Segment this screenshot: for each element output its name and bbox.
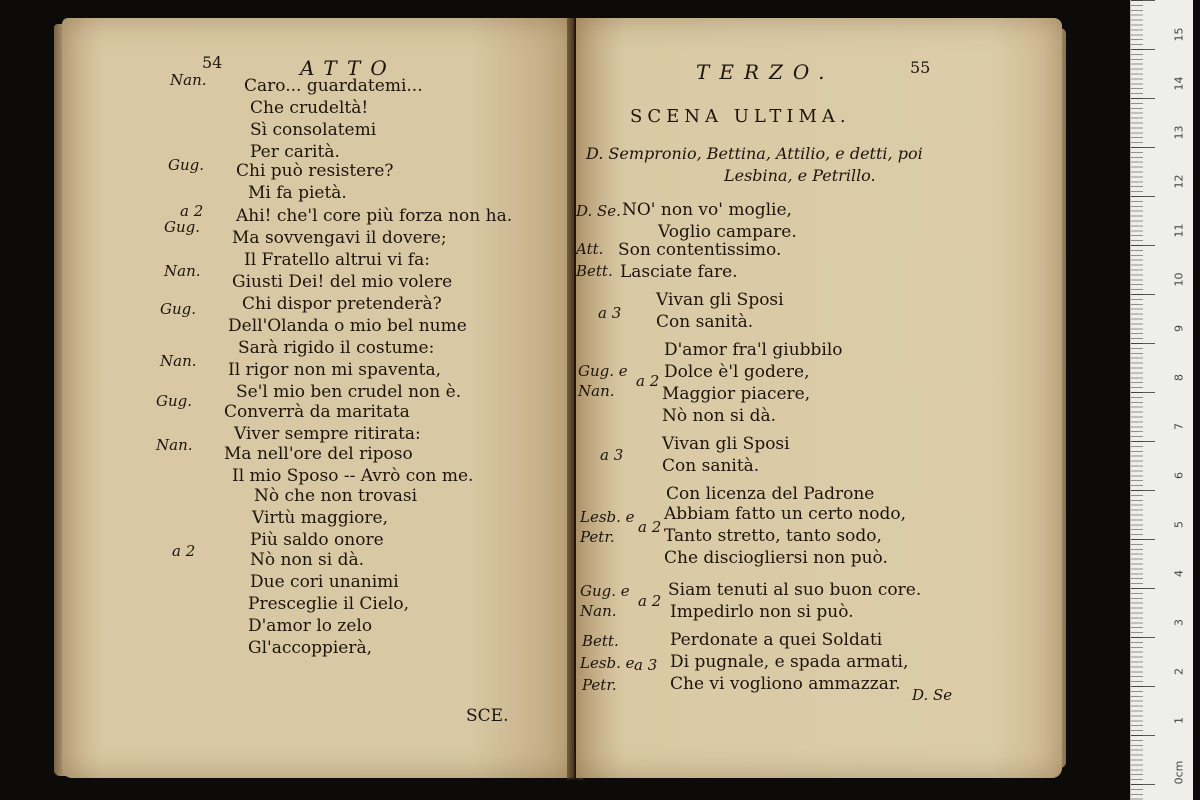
- ruler-label: 7: [1172, 423, 1186, 430]
- speaker-label: Gug. e: [578, 362, 628, 380]
- verse-line: Dell'Olanda o mio bel nume: [228, 316, 467, 336]
- verse-line: Nò che non trovasi: [254, 486, 418, 506]
- verse-line: Lasciate fare.: [620, 262, 738, 282]
- verse-line: Per carità.: [250, 142, 340, 162]
- verse-line: Giusti Dei! del mio volere: [232, 272, 453, 292]
- verse-line: Il mio Sposo -- Avrò con me.: [232, 466, 474, 486]
- speaker-label: Nan.: [580, 602, 617, 620]
- verse-line: Che disciogliersi non può.: [664, 548, 888, 568]
- ruler-label: 11: [1172, 223, 1186, 238]
- measurement-ruler: [1130, 0, 1193, 800]
- verse-line: Vivan gli Sposi: [656, 290, 784, 310]
- verse-line: Abbiam fatto un certo nodo,: [664, 504, 907, 524]
- verse-line: Tanto stretto, tanto sodo,: [664, 526, 882, 546]
- speaker-label: Petr.: [580, 528, 615, 546]
- speaker-label: Gug.: [164, 218, 201, 236]
- speaker-label: Nan.: [170, 71, 207, 89]
- ruler-label: 5: [1172, 521, 1186, 528]
- a3-marker: a 3: [634, 656, 658, 674]
- verse-line: Caro... guardatemi...: [244, 76, 423, 96]
- a2-marker: a 2: [180, 202, 204, 220]
- verse-line: Con licenza del Padrone: [666, 484, 875, 504]
- ruler-label: 3: [1172, 619, 1186, 626]
- speaker-label: Gug.: [156, 392, 193, 410]
- speaker-label: Nan.: [578, 382, 615, 400]
- verse-line: Il Fratello altrui vi fa:: [244, 250, 430, 270]
- speaker-label: D. Se.: [576, 202, 621, 220]
- catchword-right: D. Se: [912, 686, 953, 704]
- verse-line: Presceglie il Cielo,: [248, 594, 410, 614]
- speaker-label: Att.: [576, 240, 604, 258]
- a2-marker: a 2: [172, 542, 196, 560]
- verse-line: Che vi vogliono ammazzar.: [670, 674, 901, 694]
- speaker-label: Nan.: [164, 262, 201, 280]
- verse-line: Ma sovvengavi il dovere;: [232, 228, 447, 248]
- verse-line: D'amor lo zelo: [248, 616, 373, 636]
- a3-marker: a 3: [598, 304, 622, 322]
- verse-line: Virtù maggiore,: [252, 508, 389, 528]
- speaker-label: Gug.: [168, 156, 205, 174]
- page-number-left: 54: [202, 53, 223, 72]
- ruler-label: 6: [1172, 472, 1186, 479]
- running-head-right: TERZO.: [696, 60, 835, 84]
- ruler-label: 2: [1172, 668, 1186, 675]
- speaker-label: Petr.: [582, 676, 617, 694]
- ruler-label: 13: [1172, 125, 1186, 140]
- left-page: [62, 18, 574, 778]
- verse-line: Che crudeltà!: [250, 98, 369, 118]
- verse-line: Dolce è'l godere,: [664, 362, 810, 382]
- speaker-label: Gug.: [160, 300, 197, 318]
- a2-marker: a 2: [638, 518, 662, 536]
- verse-line: Più saldo onore: [250, 530, 384, 550]
- ruler-label: 1: [1172, 717, 1186, 724]
- speaker-label: Lesb. e: [580, 654, 635, 672]
- verse-line: Perdonate a quei Soldati: [670, 630, 883, 650]
- verse-line: Nò non si dà.: [662, 406, 777, 426]
- verse-line: Converrà da maritata: [224, 402, 410, 422]
- ruler-label: 14: [1172, 76, 1186, 91]
- verse-line: Viver sempre ritirata:: [234, 424, 421, 444]
- speaker-label: Bett.: [582, 632, 619, 650]
- right-page: [576, 18, 1062, 778]
- running-head-left: ATTO: [300, 56, 397, 80]
- speaker-label: Nan.: [156, 436, 193, 454]
- ruler-label: 9: [1172, 325, 1186, 332]
- verse-line: Ahi! che'l core più forza non ha.: [236, 206, 513, 226]
- ruler-label: 15: [1172, 27, 1186, 42]
- verse-line: Sarà rigido il costume:: [238, 338, 435, 358]
- ruler-label: 8: [1172, 374, 1186, 381]
- a3-marker: a 3: [600, 446, 624, 464]
- cast-line: Lesbina, e Petrillo.: [724, 166, 876, 185]
- verse-line: Con sanità.: [662, 456, 760, 476]
- ruler-major-ticks: [1131, 0, 1155, 800]
- verse-line: Ma nell'ore del riposo: [224, 444, 413, 464]
- speaker-label: Gug. e: [580, 582, 630, 600]
- verse-line: D'amor fra'l giubbilo: [664, 340, 843, 360]
- speaker-label: Nan.: [160, 352, 197, 370]
- verse-line: Son contentissimo.: [618, 240, 782, 260]
- verse-line: Il rigor non mi spaventa,: [228, 360, 441, 380]
- verse-line: Mi fa pietà.: [248, 183, 347, 203]
- verse-line: Siam tenuti al suo buon core.: [668, 580, 922, 600]
- verse-line: NO' non vo' moglie,: [622, 200, 792, 220]
- verse-line: Se'l mio ben crudel non è.: [236, 382, 462, 402]
- verse-line: Gl'accoppierà,: [248, 638, 373, 658]
- verse-line: Due cori unanimi: [250, 572, 399, 592]
- verse-line: Maggior piacere,: [662, 384, 811, 404]
- open-book: [62, 18, 1062, 788]
- verse-line: Vivan gli Sposi: [662, 434, 790, 454]
- ruler-label: 10: [1172, 272, 1186, 287]
- page-number-right: 55: [910, 58, 931, 77]
- verse-line: Di pugnale, e spada armati,: [670, 652, 909, 672]
- verse-line: Voglio campare.: [658, 222, 797, 242]
- speaker-label: Lesb. e: [580, 508, 635, 526]
- verse-line: Nò non si dà.: [250, 550, 365, 570]
- scene-title: SCENA ULTIMA.: [630, 106, 851, 127]
- verse-line: Impedirlo non si può.: [670, 602, 854, 622]
- verse-line: Chi può resistere?: [236, 161, 394, 181]
- ruler-label: 0cm: [1172, 760, 1186, 785]
- ruler-label: 12: [1172, 174, 1186, 189]
- catchword-left: SCE.: [466, 706, 509, 726]
- a2-marker: a 2: [638, 592, 662, 610]
- a2-marker: a 2: [636, 372, 660, 390]
- verse-line: Chi dispor pretenderà?: [242, 294, 442, 314]
- verse-line: Sì consolatemi: [250, 120, 377, 140]
- verse-line: Con sanità.: [656, 312, 754, 332]
- ruler-label: 4: [1172, 570, 1186, 577]
- speaker-label: Bett.: [576, 262, 613, 280]
- cast-line: D. Sempronio, Bettina, Attilio, e detti, poi: [586, 144, 923, 163]
